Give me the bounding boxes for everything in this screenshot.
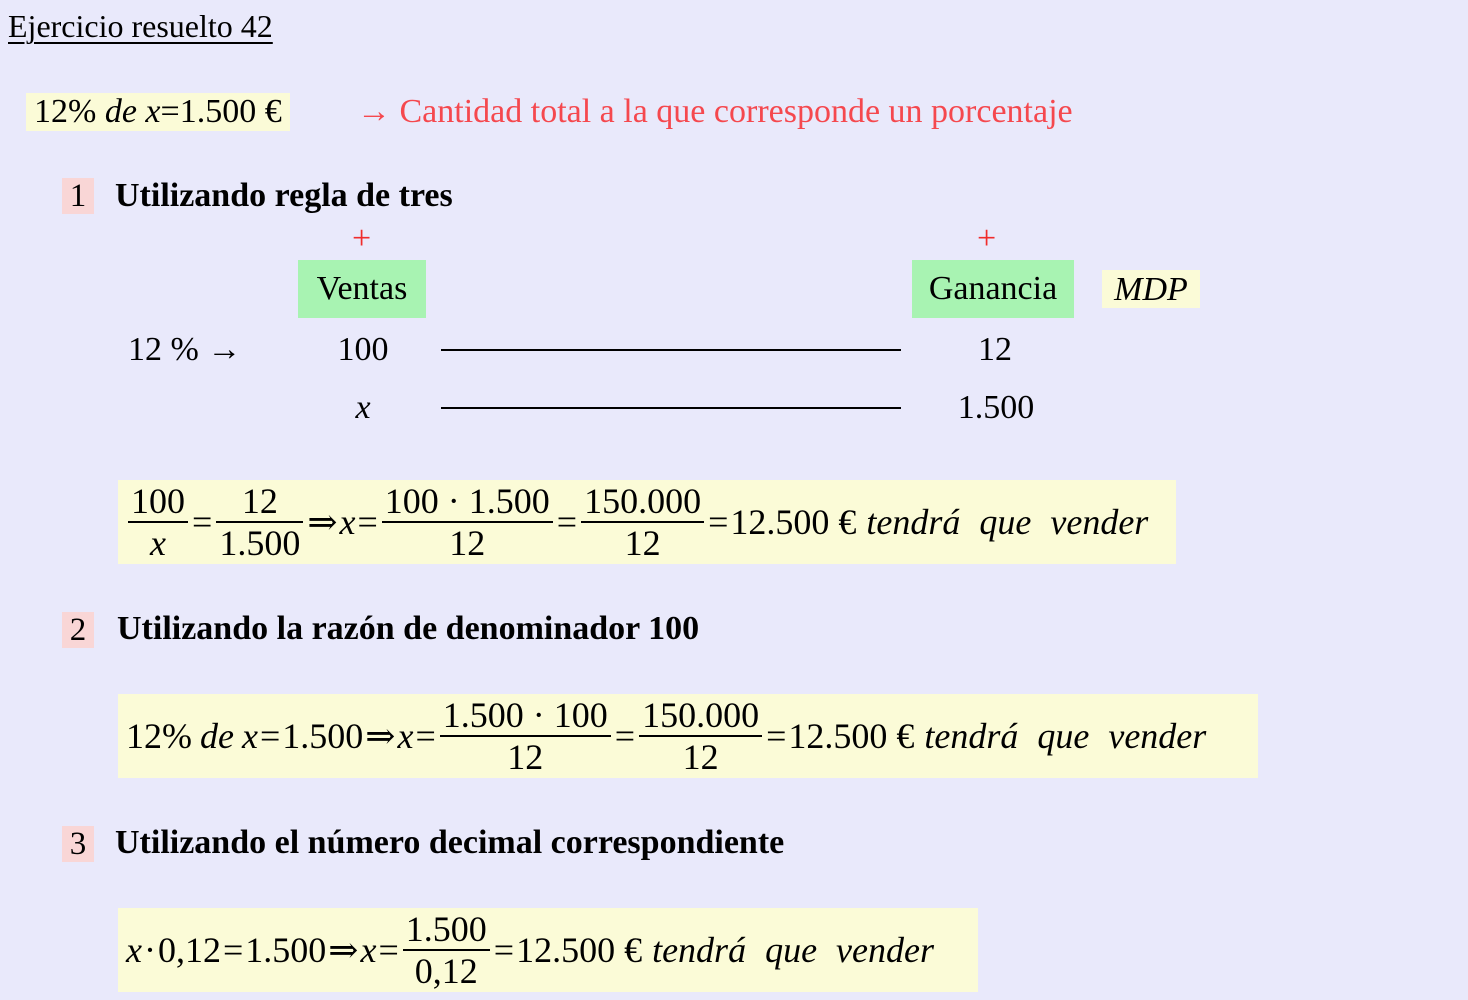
fraction-150000-over-12-b: $\frac{150.000}{12}$ xyxy=(639,695,762,777)
intro-de: de xyxy=(104,93,137,130)
intro-x: x xyxy=(145,93,161,130)
row-1-dash-line xyxy=(441,349,901,351)
fraction-150000-over-12: $\frac{150.000}{12}$ xyxy=(581,481,704,563)
step-3-equation-box: x · 0,12 = 1.500 ⇒ x = $\frac{1.500}{0,12}$ = 12.500 € tendrá que vender xyxy=(118,908,978,992)
fraction-1500x100-over-12: $\frac{1.500 \cdot 100}{12}$ xyxy=(440,695,611,777)
row-1-left-value: 100 xyxy=(337,331,389,368)
fraction-100-over-x: $\frac{100}{x}$ xyxy=(128,481,188,563)
plus-sign-right: + xyxy=(977,220,997,257)
row-label-percent: 12 % → xyxy=(128,331,242,368)
step-1-equation-box: $\frac{100}{x}$ = $\frac{12}{1.500}$ ⇒ x = $\frac{100 \cdot 1.500}{12}$ = $\frac{150.000}{12}$ = 12.500 € tendrá que vender xyxy=(118,480,1176,564)
column-header-ventas: Ventas xyxy=(298,260,426,318)
page-title: Ejercicio resuelto 42 xyxy=(8,8,273,44)
step-3-result-words: tendrá que vender xyxy=(652,930,934,970)
plus-sign-left: + xyxy=(352,220,372,257)
step-1-result-words: tendrá que vender xyxy=(866,502,1149,542)
mdp-tag: MDP xyxy=(1102,270,1200,308)
step-3-badge: 3 xyxy=(62,826,94,862)
intro-equals: = xyxy=(160,93,180,130)
row-2-dash-line xyxy=(441,407,901,409)
intro-formula xyxy=(26,93,290,131)
row-1-right-value: 12 xyxy=(978,331,1012,368)
step-1-result: 12.500 € xyxy=(730,502,857,542)
fraction-1500-over-012: $\frac{1.500}{0,12}$ xyxy=(403,909,490,991)
fraction-product-over-12: $\frac{100 \cdot 1.500}{12}$ xyxy=(382,481,553,563)
intro-note: → Cantidad total a la que corresponde un porcentaje xyxy=(357,93,1073,130)
row-2-right-value: 1.500 xyxy=(957,389,1035,426)
step-2-badge: 2 xyxy=(62,612,94,648)
row-2-left-value: x xyxy=(355,389,371,426)
step-2-title: Utilizando la razón de denominador 100 xyxy=(117,610,700,647)
intro-percent: 12% xyxy=(34,93,97,130)
fraction-12-over-1500: $\frac{12}{1.500}$ xyxy=(216,481,303,563)
step-3-title: Utilizando el número decimal correspondiente xyxy=(115,824,785,861)
column-header-ganancia: Ganancia xyxy=(912,260,1074,318)
step-1-title: Utilizando regla de tres xyxy=(115,177,453,214)
step-2-result-words: tendrá que vender xyxy=(924,716,1207,756)
step-3-result: 12.500 € xyxy=(516,930,643,970)
intro-value: 1.500 € xyxy=(179,93,282,130)
step-1-badge: 1 xyxy=(62,178,94,214)
step-2-equation-box: 12% de x = 1.500 ⇒ x = $\frac{1.500 \cdot 100}{12}$ = $\frac{150.000}{12}$ = 12.500 € tendrá que vender xyxy=(118,694,1258,778)
step-2-result: 12.500 € xyxy=(788,716,915,756)
